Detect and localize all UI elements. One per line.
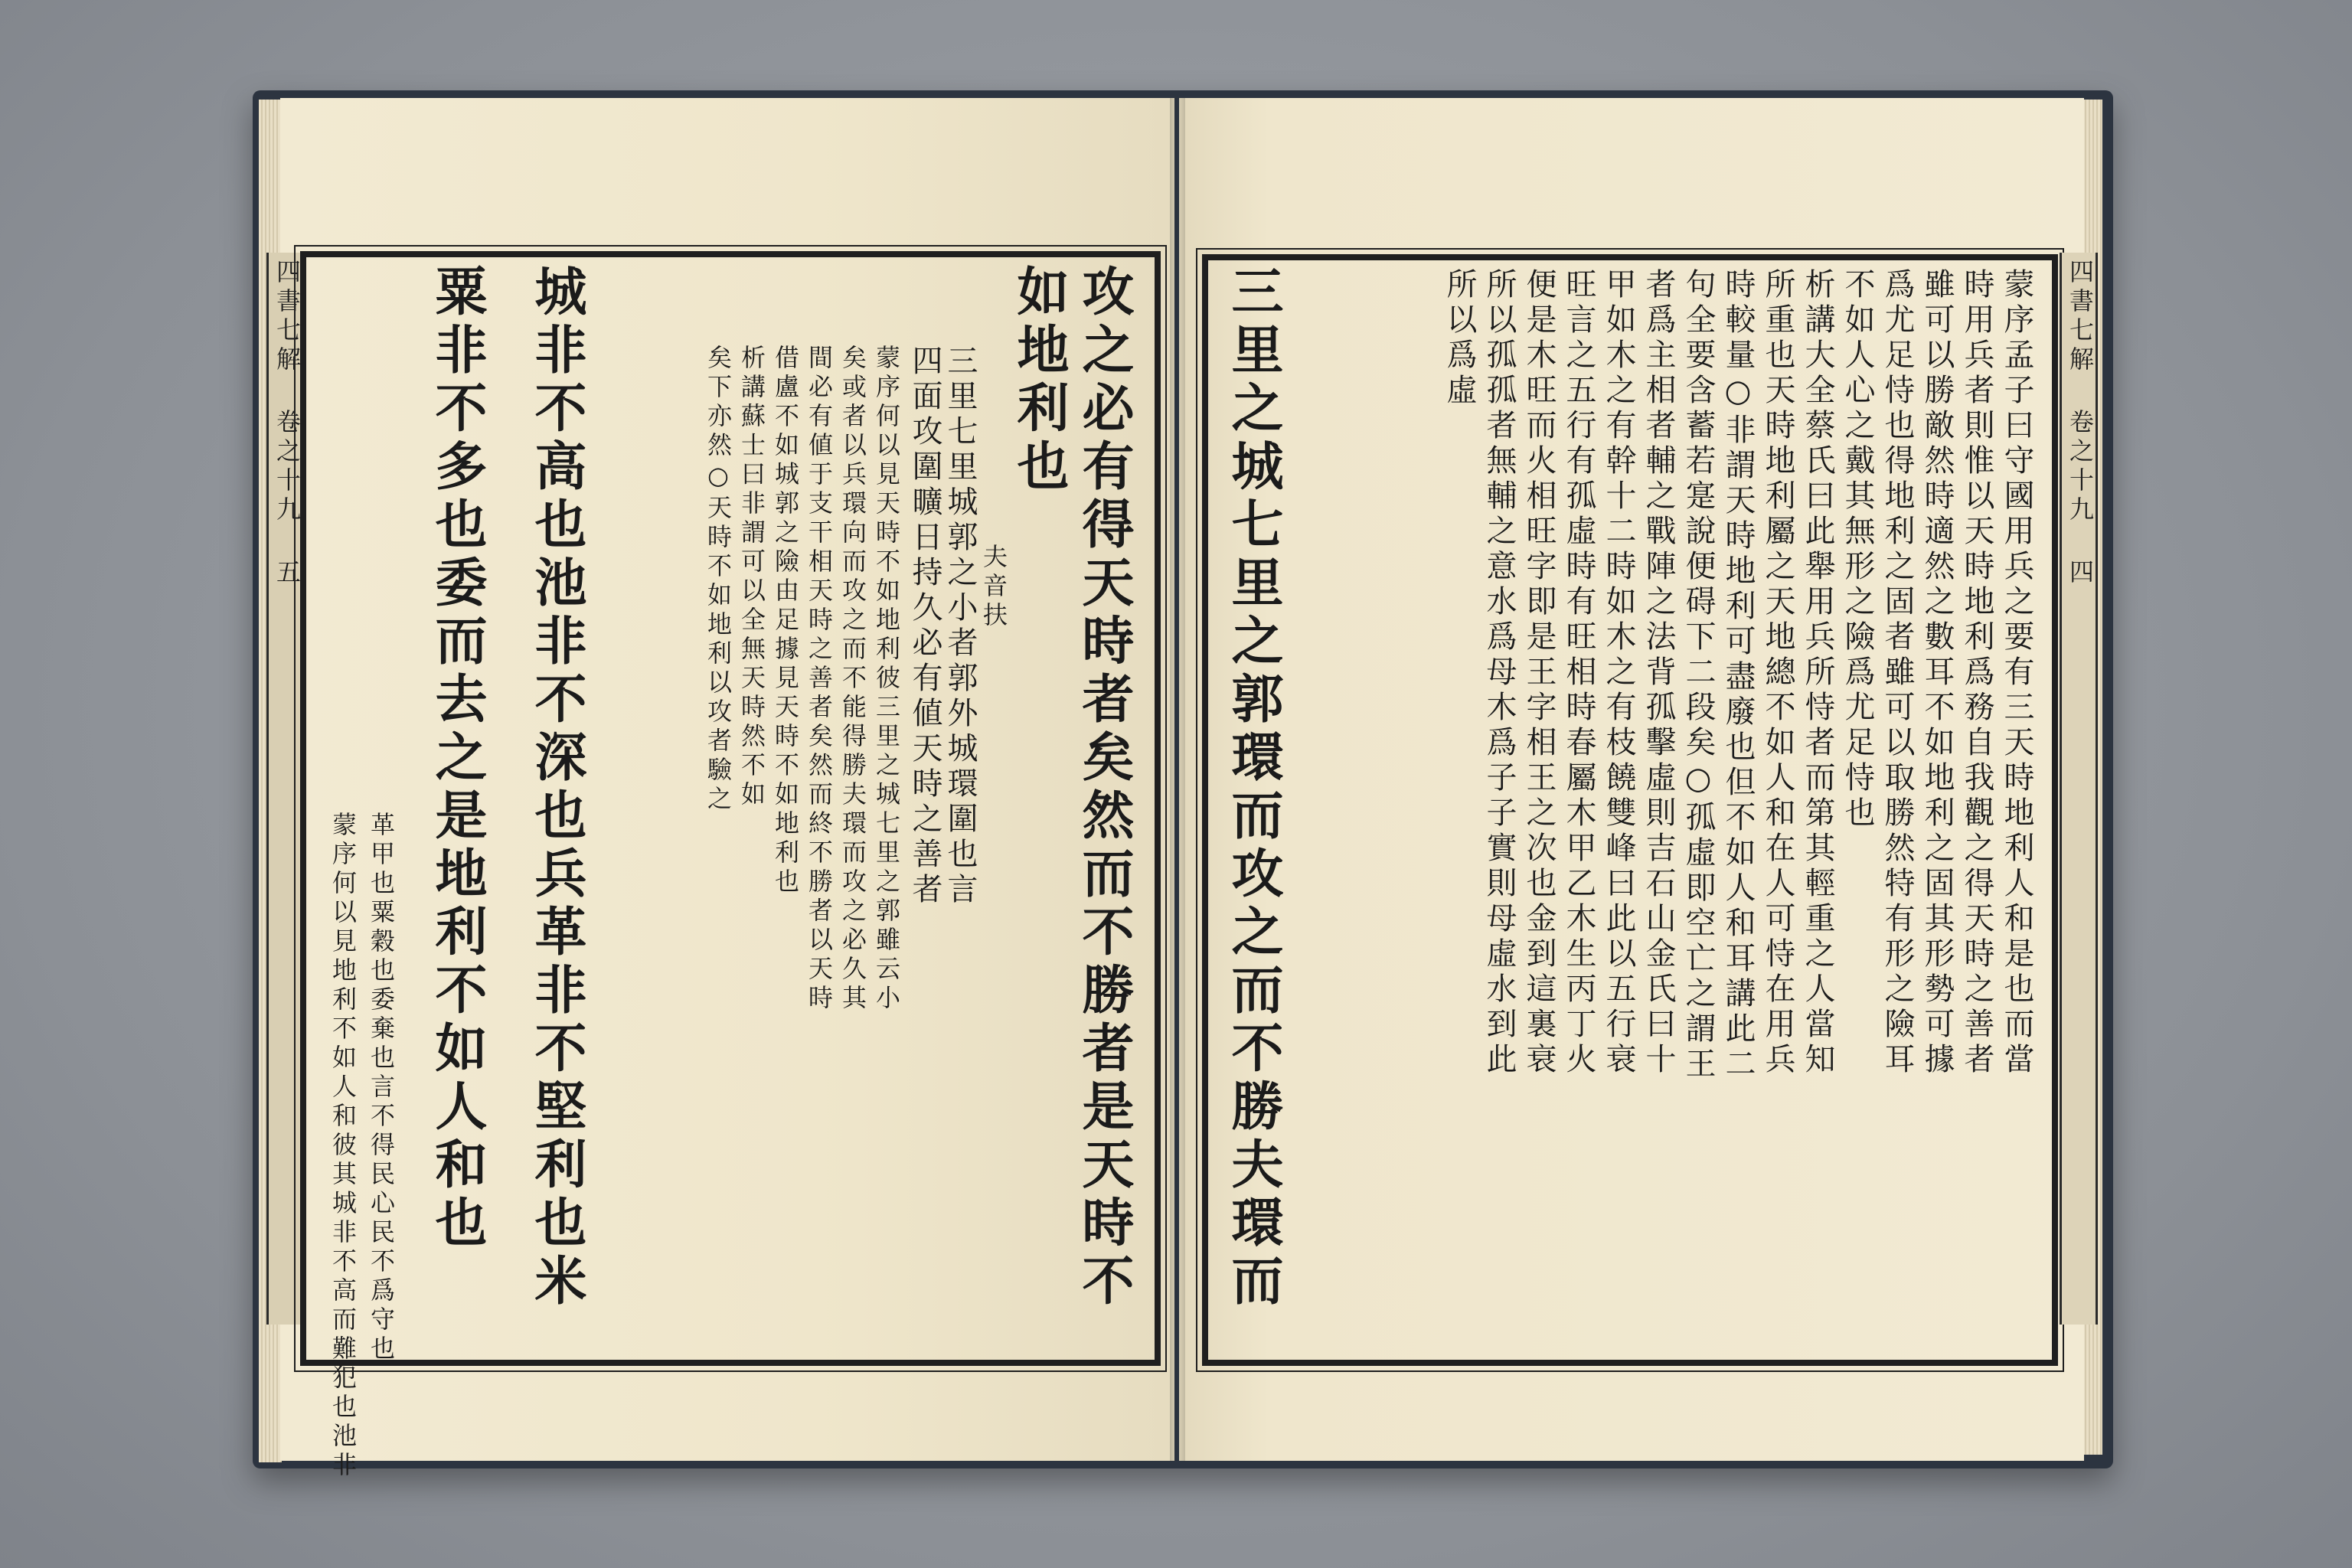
left-commentary-col-2: 四面攻圍曠日持久必有値天時之善者 (907, 345, 942, 908)
right-commentary-col-8: 時較量○非謂天時地利可盡廢也但不如人和耳講此二 (1720, 268, 1756, 1083)
right-page-header: 四書七解 卷之十九 四 (2066, 259, 2095, 588)
left-commentary-col-5: 間必有値于支干相天時之善者矣然而終不勝者以天時 (805, 345, 834, 1014)
left-commentary-col-3: 蒙序何以見天時不如地利彼三里之城七里之郭雖云小 (872, 345, 901, 1014)
left-main-col-3: 城非不高也池非不深也兵革非不堅利也米 (526, 264, 587, 1312)
right-commentary-col-3: 雖可以勝敵然時適然之數耳不如地利之固其形勢可據 (1919, 268, 1955, 1078)
right-commentary-col-14: 所以孤孤者無輔之意水爲母木爲子子實則母虛水到此 (1481, 268, 1517, 1078)
right-page-header-strip (2060, 253, 2098, 1325)
left-commentary-col-9: 革甲也粟穀也委棄也言不得民心民不爲守也 (367, 812, 396, 1364)
right-commentary-col-5: 不如人心之戴其無形之險爲尤足恃也 (1840, 268, 1875, 831)
left-commentary-col-1: 三里七里城郭之小者郭外城環圍也言 (942, 345, 978, 908)
left-main-col-1: 攻之必有得天時者矣然而不勝者是天時不 (1073, 264, 1135, 1312)
left-page-header: 四書七解 卷之十九 五 (273, 259, 302, 588)
left-commentary-col-6: 借盧不如城郭之險由足據見天時不如地利也 (771, 345, 800, 897)
left-inline-note: 夫音扶 (979, 544, 1008, 631)
left-commentary-col-7: 析講蘇士曰非謂可以全無天時然不如 (737, 345, 766, 810)
right-commentary-col-11: 甲如木之有幹十二時如木之有枝饒雙峰曰此以五行衰 (1601, 268, 1636, 1078)
right-commentary-col-7: 所重也天時地利屬之天地總不如人和在人可恃在用兵 (1760, 268, 1795, 1078)
left-main-col-4: 粟非不多也委而去之是地利不如人和也 (426, 264, 488, 1253)
right-commentary-col-15: 所以爲虛 (1442, 268, 1477, 409)
left-commentary-col-10: 蒙序何以見地利不如人和彼其城非不高而難犯也池非 (328, 812, 358, 1481)
right-main-col-1: 三里之城七里之郭環而攻之而不勝夫環而 (1223, 264, 1284, 1312)
right-commentary-col-9: 句全要含蓄若寔說便碍下二段矣○孤虛即空亡之謂王 (1681, 268, 1716, 1083)
right-commentary-col-1: 蒙序孟子曰守國用兵之要有三天時地利人和是也而當 (1999, 268, 2034, 1078)
left-main-col-2: 如地利也 (1008, 264, 1070, 497)
book-gutter (1170, 98, 1185, 1461)
left-commentary-col-4: 矣或者以兵環向而攻之而不能得勝夫環而攻之必久其 (838, 345, 867, 1014)
right-commentary-col-12: 旺言之五行有孤虛時有旺相時春屬木甲乙木生丙丁火 (1561, 268, 1596, 1078)
left-commentary-col-8: 矣下亦然○天時不如地利以攻者驗之 (704, 345, 733, 815)
right-commentary-col-13: 便是木旺而火相旺字即是王字相王之次也金到這裏衰 (1521, 268, 1557, 1078)
right-commentary-col-6: 析講大全蔡氏曰此舉用兵所恃者而第其輕重之人當知 (1800, 268, 1835, 1078)
right-commentary-col-4: 爲尤足恃也得地利之固者雖可以取勝然特有形之險耳 (1880, 268, 1915, 1078)
right-commentary-col-10: 者爲主相者輔之戰陣之法背孤擊虛則吉石山金氏曰十 (1641, 268, 1676, 1078)
right-commentary-col-2: 時用兵者則惟以天時地利爲務自我觀之得天時之善者 (1959, 268, 1994, 1078)
left-page-header-strip (266, 253, 305, 1325)
